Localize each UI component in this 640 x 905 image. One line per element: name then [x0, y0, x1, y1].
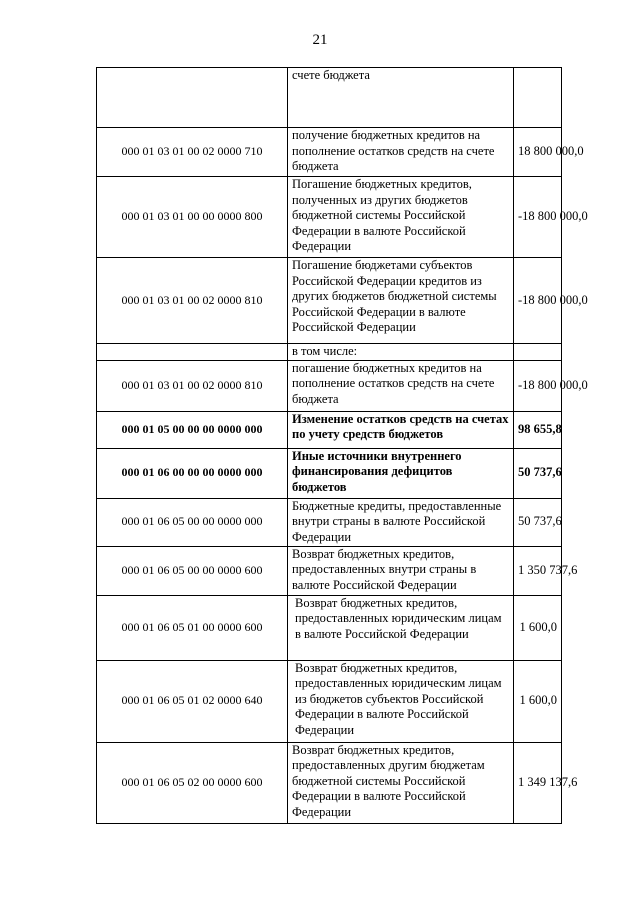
table-row [97, 344, 562, 361]
table-row [97, 742, 562, 823]
table-row [97, 258, 562, 344]
description-cell: счете бюджета [288, 68, 514, 128]
budget-code-cell: 000 01 06 05 00 00 0000 600 [97, 546, 288, 595]
amount-cell: -18 800 000,0 [514, 360, 562, 411]
amount-cell [514, 344, 562, 361]
amount-cell [514, 68, 562, 128]
budget-code-cell: 000 01 06 05 02 00 0000 600 [97, 742, 288, 823]
budget-code-cell: 000 01 03 01 00 00 0000 800 [97, 177, 288, 258]
budget-code-cell: 000 01 03 01 00 02 0000 810 [97, 360, 288, 411]
description-cell: получение бюджетных кредитов на пополнение остатков средств на счете бюджета [288, 128, 514, 177]
table-row [97, 411, 562, 448]
amount-cell: 1 350 737,6 [514, 546, 562, 595]
description-cell: Возврат бюджетных кредитов, предоставленных другим бюджетам бюджетной системы Российской Федерации в валюте Российской Федерации [288, 742, 514, 823]
description-cell: Погашение бюджетных кредитов, полученных из других бюджетов бюджетной системы Российской Федерации в валюте Российской Федерации [288, 177, 514, 258]
table-row [97, 128, 562, 177]
budget-code-cell: 000 01 03 01 00 02 0000 710 [97, 128, 288, 177]
budget-sources-table [96, 67, 588, 824]
description-cell: Погашение бюджетами субъектов Российской Федерации кредитов из других бюджетов бюджетной системы Российской Федерации в валюте Российской Федерации [288, 258, 514, 344]
budget-code-cell: 000 01 05 00 00 00 0000 000 [97, 411, 288, 448]
amount-cell: 1 349 137,6 [514, 742, 562, 823]
amount-cell: -18 800 000,0 [514, 258, 562, 344]
table-row [97, 660, 562, 742]
budget-code-cell [97, 68, 288, 128]
budget-code-cell: 000 01 06 05 00 00 0000 000 [97, 498, 288, 546]
table-row [97, 498, 562, 546]
table-row [97, 177, 562, 258]
amount-cell: 1 600,0 [514, 660, 562, 742]
description-cell: Иные источники внутреннего финансирования дефицитов бюджетов [288, 448, 514, 498]
table-row [97, 448, 562, 498]
description-cell: погашение бюджетных кредитов на пополнение остатков средств на счете бюджета [288, 360, 514, 411]
amount-cell: 50 737,6 [514, 498, 562, 546]
description-cell: в том числе: [288, 344, 514, 361]
page-number: 21 [312, 32, 328, 48]
budget-code-cell: 000 01 06 05 01 00 0000 600 [97, 595, 288, 660]
description-cell: Возврат бюджетных кредитов, предоставленных внутри страны в валюте Российской Федерации [288, 546, 514, 595]
budget-code-cell: 000 01 06 00 00 00 0000 000 [97, 448, 288, 498]
budget-code-cell: 000 01 03 01 00 02 0000 810 [97, 258, 288, 344]
description-cell: Изменение остатков средств на счетах по учету средств бюджетов [288, 411, 514, 448]
table-row [97, 546, 562, 595]
description-cell: Бюджетные кредиты, предоставленные внутри страны в валюте Российской Федерации [288, 498, 514, 546]
budget-code-cell: 000 01 06 05 01 02 0000 640 [97, 660, 288, 742]
description-cell: Возврат бюджетных кредитов, предоставленных юридическим лицам из бюджетов субъектов Российской Федерации в валюте Российской Федерации [288, 660, 514, 742]
table-body [97, 68, 588, 824]
table-row [97, 360, 562, 411]
amount-cell: 98 655,8 [514, 411, 562, 448]
amount-cell: -18 800 000,0 [514, 177, 562, 258]
amount-cell: 1 600,0 [514, 595, 562, 660]
table-row [97, 595, 562, 660]
amount-cell: 50 737,6 [514, 448, 562, 498]
description-cell: Возврат бюджетных кредитов, предоставленных юридическим лицам в валюте Российской Федерации [288, 595, 514, 660]
table-row [97, 68, 562, 128]
budget-code-cell [97, 344, 288, 361]
amount-cell: 18 800 000,0 [514, 128, 562, 177]
